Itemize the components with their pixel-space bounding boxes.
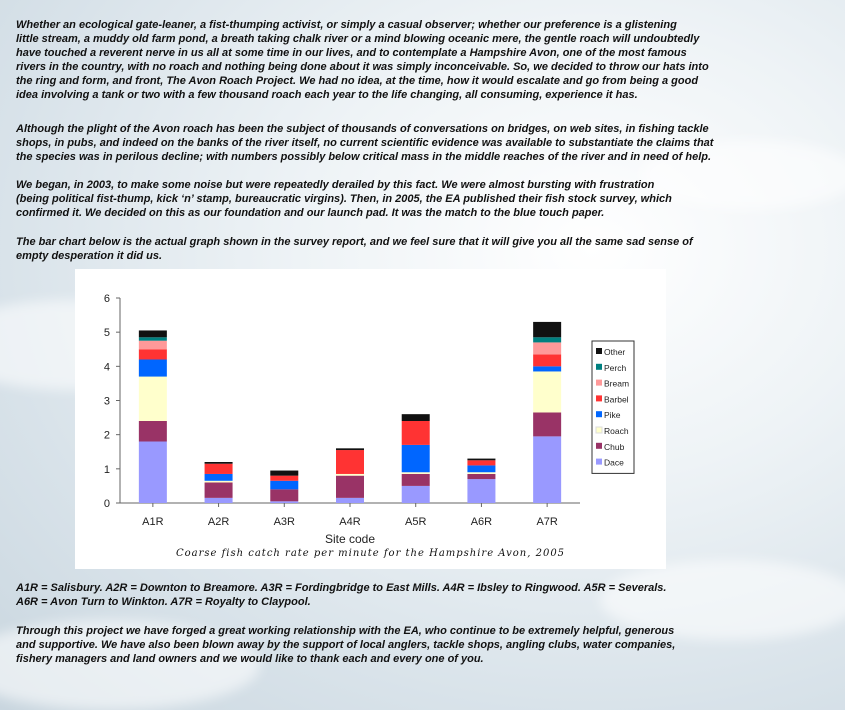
legend-swatch-dace	[596, 459, 602, 465]
chart-intro-paragraph: The bar chart below is the actual graph shown in the survey report, and we feel sure that it will give you all the same sad sense of empty desperation it did us.	[16, 236, 693, 262]
bar-segment-perch	[139, 337, 167, 340]
bar-segment-other	[336, 448, 364, 450]
bar-segment-roach	[402, 472, 430, 474]
bar-segment-roach	[336, 474, 364, 476]
legend-label-barbel: Barbel	[604, 394, 629, 405]
bar-segment-dace	[139, 442, 167, 504]
bar-segment-other	[205, 462, 233, 464]
intro-paragraph: Whether an ecological gate-leaner, a fist-thumping activist, or simply a casual observer; whether our preference is a glistening little stream, a muddy old farm pond, a breath taking chalk river or a mind blowing oceanic mere, the gentle roach will undoubtedly have touched a reverent nerve in us all at some time in our lives, and to contemplate a Hampshire Avon, one of the most famous rivers in the country, with no roach and nothing being done about it was simply inconceivable. So, we decided to throw our hats into the ring and form, and front, The Avon Roach Project. We had no idea, at the time, how it would escalate and go from being a good idea involving a tank or two with a few thousand roach each year to the life changing, all consuming, experience it has.	[16, 19, 709, 101]
x-axis-label: Site code	[324, 532, 376, 546]
bar-segment-dace	[270, 501, 298, 503]
x-tick-label: A4R	[339, 516, 361, 528]
y-tick-label: 3	[103, 395, 110, 408]
legend-swatch-other	[596, 348, 602, 354]
bar-segment-chub	[270, 489, 298, 501]
legend-swatch-barbel	[596, 395, 602, 401]
legend-label-pike: Pike	[604, 410, 621, 421]
chart-canvas	[75, 269, 666, 569]
x-tick-label: A3R	[273, 516, 295, 528]
x-tick-label: A7R	[536, 516, 558, 528]
thanks-paragraph: Through this project we have forged a great working relationship with the EA, who continue to be extremely helpful, generous and supportive. We have also been blown away by the support of local anglers, tackle shops, angling clubs, water companies, fishery managers and land owners and we would like to thank each and every one of you.	[16, 625, 676, 665]
y-tick-label: 6	[103, 293, 110, 305]
legend-label-dace: Dace	[604, 457, 624, 468]
bar-segment-dace	[533, 436, 561, 503]
bar-chart	[75, 269, 666, 569]
site-key-paragraph: A1R = Salisbury. A2R = Downton to Breamore. A3R = Fordingbridge to East Mills. A4R = Ibsley to Ringwood. A5R = Severals. A6R = Avon Turn to Winkton. A7R = Royalty to Claypool.	[16, 582, 667, 608]
x-tick-label: A5R	[405, 516, 427, 528]
bar-segment-barbel	[139, 349, 167, 359]
bar-segment-pike	[402, 445, 430, 472]
bar-segment-barbel	[402, 421, 430, 445]
bar-segment-roach	[205, 481, 233, 483]
legend-box	[592, 341, 634, 473]
bar-segment-perch	[533, 337, 561, 342]
legend-label-perch: Perch	[604, 362, 627, 373]
legend-swatch-pike	[596, 411, 602, 417]
legend-label-roach: Roach	[604, 426, 629, 436]
bar-segment-other	[533, 322, 561, 337]
legend-swatch-chub	[596, 443, 602, 449]
x-tick-label: A2R	[207, 516, 230, 528]
bar-segment-chub	[336, 476, 364, 498]
y-tick-label: 1	[103, 463, 110, 476]
bar-segment-pike	[467, 465, 495, 472]
bar-segment-pike	[139, 360, 167, 377]
legend-label-chub: Chub	[604, 441, 625, 452]
bar-segment-roach	[139, 377, 167, 421]
chart-caption: Coarse fish catch rate per minute for the Hampshire Avon, 2005	[175, 548, 566, 559]
legend-label-other: Other	[604, 347, 626, 357]
plight-paragraph: Although the plight of the Avon roach has been the subject of thousands of conversations on bridges, on web sites, in fishing tackle shops, in pubs, and indeed on the banks of the river itself, no current scientific evidence was available to substantiate the claims that the species was in perilous decline; with numbers possibly below critical mass in the middle reaches of the river and in need of help.	[16, 123, 714, 163]
legend-swatch-bream	[596, 380, 602, 386]
bar-segment-barbel	[205, 464, 233, 474]
x-tick-label: A6R	[470, 516, 493, 528]
bar-segment-pike	[533, 366, 561, 371]
legend-label-bream: Bream	[604, 378, 630, 389]
bar-segment-chub	[467, 474, 495, 479]
bar-segment-barbel	[270, 476, 298, 481]
legend-swatch-perch	[596, 364, 602, 370]
bar-segment-dace	[205, 498, 233, 503]
bar-segment-pike	[205, 474, 233, 481]
bar-segment-other	[270, 471, 298, 476]
y-tick-label: 0	[103, 498, 110, 510]
bar-segment-chub	[139, 421, 167, 442]
y-tick-label: 5	[103, 327, 110, 340]
bar-segment-barbel	[336, 450, 364, 474]
x-tick-label: A1R	[142, 516, 164, 528]
bar-segment-dace	[336, 498, 364, 503]
bar-segment-chub	[205, 483, 233, 498]
bar-segment-dace	[467, 479, 495, 503]
bar-segment-bream	[139, 341, 167, 350]
bar-segment-pike	[270, 481, 298, 490]
bar-segment-other	[467, 459, 495, 461]
bar-segment-barbel	[467, 460, 495, 465]
bar-segment-dace	[402, 486, 430, 503]
bar-segment-other	[139, 330, 167, 337]
y-tick-label: 2	[103, 429, 110, 442]
bar-segment-chub	[402, 474, 430, 486]
bar-segment-other	[402, 414, 430, 421]
bar-segment-chub	[533, 412, 561, 436]
bar-segment-bream	[533, 342, 561, 354]
bar-segment-roach	[533, 371, 561, 412]
bar-segment-barbel	[533, 354, 561, 366]
bar-segment-roach	[467, 472, 495, 474]
legend-swatch-roach	[596, 427, 602, 433]
began-paragraph: We began, in 2003, to make some noise but were repeatedly derailed by this fact. We were almost bursting with frustration (being political fist-thump, kick ‘n’ stamp, bureaucratic virgins). Then, in 2005, the EA published their fish stock survey, which confirmed it. We decided on this as our foundation and our launch pad. It was the match to the blue touch paper.	[16, 179, 672, 219]
y-tick-label: 4	[103, 361, 110, 374]
